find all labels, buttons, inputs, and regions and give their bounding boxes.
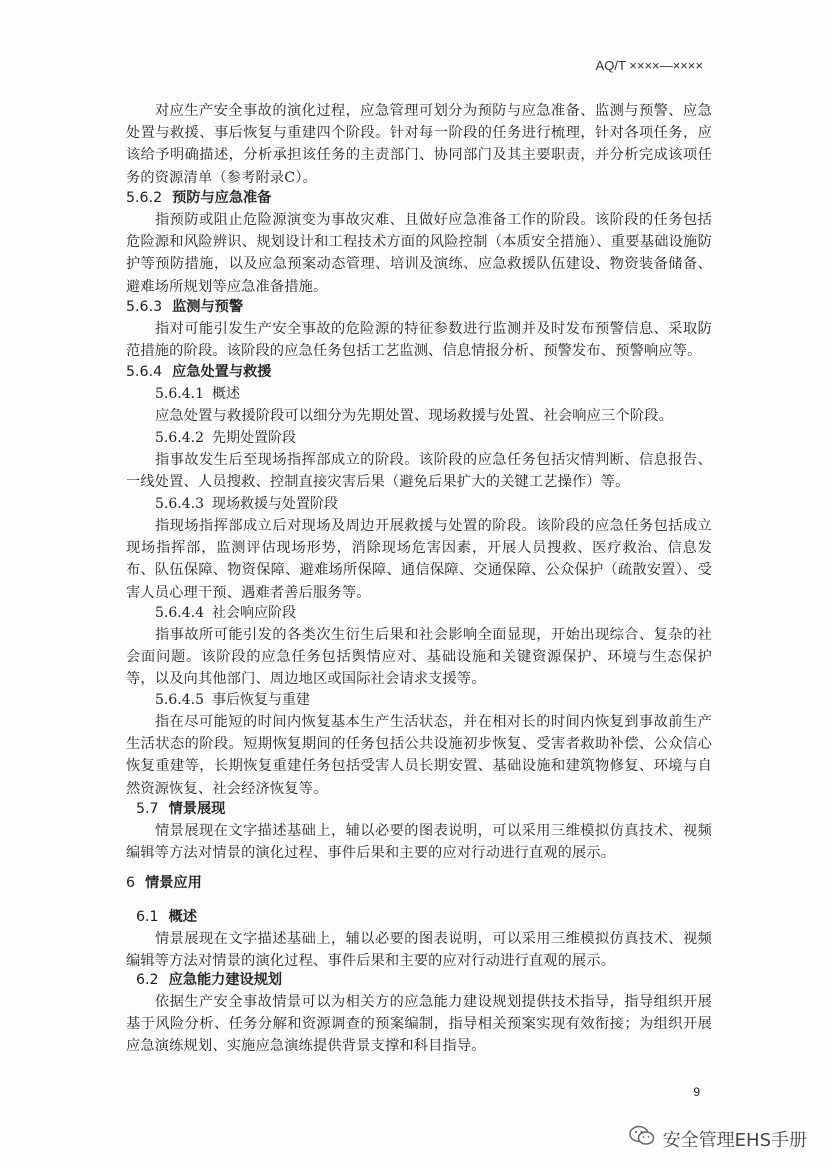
section-title: 概述 <box>168 909 197 925</box>
paragraph: 应急处置与救援阶段可以细分为先期处置、现场救援与处置、社会响应三个阶段。 <box>155 408 673 424</box>
subsection-title: 概述 <box>211 386 240 402</box>
chapter-heading <box>126 872 202 894</box>
subsection-heading <box>155 602 296 624</box>
section-heading <box>126 361 271 383</box>
section-title: 预防与应急准备 <box>172 190 272 206</box>
section-title: 应急能力建设规划 <box>168 972 283 988</box>
section-number: 6.2 <box>136 972 159 988</box>
section-heading <box>136 798 225 820</box>
paragraph: 依据生产安全事故情景可以为相关方的应急能力建设规划提供技术指导，指导组织开展基于风险分析、任务分解和资源调查的预案编制，指导相关预案实现有效衔接；为组织开展应急演练规划、实施应急演练提供背景支撑和科目指导。 <box>126 994 712 1055</box>
paragraph: 对应生产安全事故的演化过程，应急管理可划分为预防与应急准备、监测与预警、应急处置与救援、事后恢复与重建四个阶段。针对每一阶段的任务进行梳理，针对各项任务，应该给予明确描述，分析承担该任务的主责部门、协同部门及其主要职责，并分析完成该项任务的资源清单（参考附录C）。 <box>126 103 712 186</box>
section-title: 情景展现 <box>168 801 226 817</box>
watermark-text: 安全管理EHS手册 <box>662 1129 807 1151</box>
subsection-heading <box>155 493 338 515</box>
paragraph: 指在尽可能短的时间内恢复基本生产生活状态，并在相对长的时间内恢复到事故前生产生活状态的阶段。短期恢复期间的任务包括公共设施初步恢复、受害者救助补偿、公众信心恢复重建等，长期恢复重建任务包括受害人员长期安置、基础设施和建筑物修复、环境与自然资源恢复、社会经济恢复等。 <box>126 714 712 797</box>
subsection-number: 5.6.4.3 <box>155 496 204 512</box>
chapter-number: 6 <box>126 875 136 891</box>
section-number: 5.6.2 <box>126 190 163 206</box>
section-number: 5.6.3 <box>126 299 163 315</box>
subsection-heading <box>155 427 296 449</box>
subsection-number: 5.6.4.1 <box>155 386 204 402</box>
page-number: 9 <box>693 1085 700 1099</box>
standard-code: AQ/T ××××—×××× <box>595 58 703 73</box>
subsection-title: 社会响应阶段 <box>211 605 296 621</box>
subsection-title: 事后恢复与重建 <box>211 692 310 708</box>
subsection-title: 先期处置阶段 <box>211 430 296 446</box>
section-heading <box>126 187 271 209</box>
subsection-title: 现场救援与处置阶段 <box>211 496 338 512</box>
paragraph: 情景展现在文字描述基础上，辅以必要的图表说明，可以采用三维模拟仿真技术、视频编辑等方法对情景的演化过程、事件后果和主要的应对行动进行直观的展示。 <box>126 931 712 970</box>
watermark <box>629 1125 807 1152</box>
paragraph: 指预防或阻止危险源演变为事故灾难、且做好应急准备工作的阶段。该阶段的任务包括危险源和风险辨识、规划设计和工程技术方面的风险控制（本质安全措施）、重要基础设施防护等预防措施，以及应急预案动态管理、培训及演练、应急救援队伍建设、物资装备储备、避难场所规划等应急准备措施。 <box>126 212 712 295</box>
subsection-number: 5.6.4.2 <box>155 430 204 446</box>
section-heading <box>136 969 282 991</box>
paragraph: 指事故发生后至现场指挥部成立的阶段。该阶段的应急任务包括灾情判断、信息报告、一线处置、人员搜救、控制直接灾害后果（避免后果扩大的关键工艺操作）等。 <box>126 452 712 491</box>
section-title: 应急处置与救援 <box>172 364 272 380</box>
subsection-heading <box>155 383 240 405</box>
subsection-number: 5.6.4.4 <box>155 605 204 621</box>
section-heading <box>126 296 243 318</box>
section-title: 监测与预警 <box>172 299 244 315</box>
chapter-title: 情景应用 <box>145 875 202 891</box>
subsection-number: 5.6.4.5 <box>155 692 204 708</box>
section-number: 5.6.4 <box>126 364 163 380</box>
paragraph: 情景展现在文字描述基础上，辅以必要的图表说明，可以采用三维模拟仿真技术、视频编辑等方法对情景的演化过程、事件后果和主要的应对行动进行直观的展示。 <box>126 823 712 862</box>
wechat-icon <box>629 1125 663 1152</box>
subsection-heading <box>155 689 310 711</box>
paragraph: 指现场指挥部成立后对现场及周边开展救援与处置的阶段。该阶段的应急任务包括成立现场指挥部，监测评估现场形势，消除现场危害因素，开展人员搜救、医疗救治、信息发布、队伍保障、物资保障、避难场所保障、通信保障、交通保障、公众保护（疏散安置）、受害人员心理干预、遇难者善后服务等。 <box>126 518 712 601</box>
paragraph: 指事故所可能引发的各类次生衍生后果和社会影响全面显现，开始出现综合、复杂的社会面问题。该阶段的应急任务包括舆情应对、基础设施和关键资源保护、环境与生态保护等，以及向其他部门、周边地区或国际社会请求支援等。 <box>126 627 712 688</box>
section-number: 6.1 <box>136 909 159 925</box>
section-number: 5.7 <box>136 801 159 817</box>
section-heading <box>136 906 197 928</box>
paragraph: 指对可能引发生产安全事故的危险源的特征参数进行监测并及时发布预警信息、采取防范措施的阶段。该阶段的应急任务包括工艺监测、信息情报分析、预警发布、预警响应等。 <box>126 321 712 360</box>
